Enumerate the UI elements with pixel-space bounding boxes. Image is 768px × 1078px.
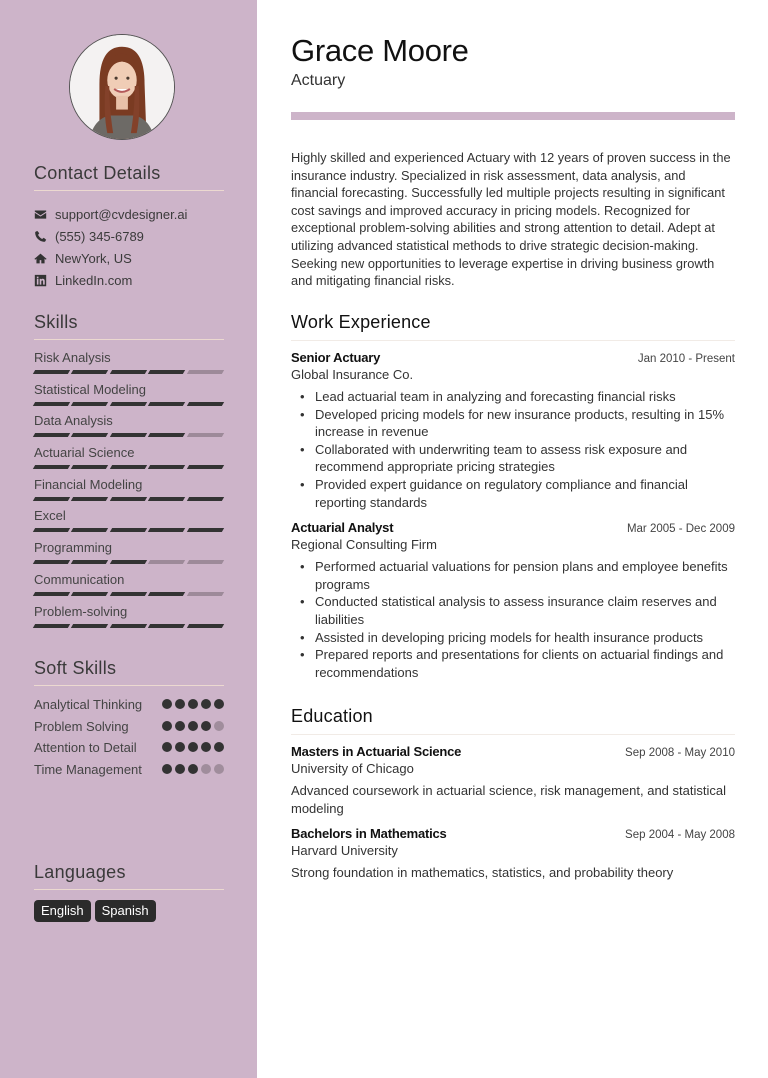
skills-title: Skills [34, 312, 78, 332]
skill-name: Financial Modeling [34, 476, 143, 492]
level-segment-filled [33, 465, 71, 469]
education-description: Advanced coursework in actuarial science, risk management, and statistical modeling [291, 783, 726, 816]
soft-skills-section [34, 658, 224, 778]
soft-skill-name: Time Management [34, 761, 142, 777]
contact-email-text: support@cvdesigner.ai [55, 206, 188, 222]
job-dates: Mar 2005 - Dec 2009 [626, 523, 735, 536]
skill-name: Actuarial Science [34, 445, 135, 461]
languages-list [34, 900, 224, 922]
skill-level-bar [34, 560, 224, 564]
skill-level-bar [34, 402, 224, 406]
entry-header [291, 826, 735, 841]
level-segment-filled [71, 497, 109, 501]
job-bullet: • Assisted in developing pricing models for health insurance products [315, 629, 735, 647]
degree-title: Bachelors in Mathematics [291, 826, 447, 842]
skill-level-bar [34, 433, 224, 437]
profile-photo [69, 34, 175, 140]
soft-skill-rating [162, 718, 224, 736]
level-segment-empty [148, 560, 186, 564]
languages-section [34, 862, 224, 922]
company-name: Global Insurance Co. [291, 367, 414, 382]
skills-list [34, 349, 224, 634]
contact-email[interactable] [34, 203, 224, 225]
rating-dot-filled [175, 764, 185, 774]
level-segment-filled [148, 370, 186, 374]
skill-name: Risk Analysis [34, 350, 111, 365]
skill-name: Excel [34, 508, 66, 524]
phone-icon [34, 230, 47, 243]
level-segment-filled [33, 624, 71, 628]
level-segment-filled [33, 528, 71, 532]
rating-dot-filled [162, 742, 172, 752]
level-segment-filled [186, 624, 224, 628]
education-title: Education [291, 706, 373, 726]
soft-skill-item [34, 739, 224, 757]
language-badge: English [34, 900, 91, 922]
soft-skill-name: Attention to Detail [34, 740, 137, 755]
level-segment-filled [110, 624, 148, 628]
contact-title: Contact Details [34, 163, 161, 183]
school-name: Harvard University [291, 843, 398, 859]
work-title: Work Experience [291, 312, 431, 332]
job-dates: Jan 2010 - Present [637, 353, 735, 365]
home-icon [34, 252, 47, 265]
level-segment-filled [71, 560, 109, 564]
soft-skill-rating [162, 696, 224, 714]
level-segment-filled [148, 402, 186, 406]
level-segment-filled [148, 465, 186, 469]
skill-item [34, 507, 224, 539]
rating-dot-filled [175, 742, 185, 752]
skill-level-bar [34, 370, 224, 374]
entry-header [291, 350, 735, 365]
level-segment-filled [110, 465, 148, 469]
linkedin-icon [34, 274, 47, 287]
job-bullets [291, 388, 735, 511]
school-name: University of Chicago [291, 761, 414, 776]
level-segment-filled [33, 560, 71, 564]
contact-linkedin-text: LinkedIn.com [55, 272, 133, 288]
rating-dot-filled [175, 699, 185, 709]
education-entry [291, 826, 735, 882]
level-segment-filled [110, 433, 148, 437]
skill-name: Programming [34, 540, 113, 556]
candidate-name: Grace Moore [291, 33, 469, 68]
divider [291, 734, 735, 735]
rating-dot-filled [162, 699, 172, 709]
job-bullet: • Provided expert guidance on regulatory compliance and financial reporting standards [315, 476, 735, 511]
skill-name: Data Analysis [34, 413, 113, 429]
level-segment-filled [148, 528, 186, 532]
level-segment-filled [33, 497, 71, 501]
summary-text: Highly skilled and experienced Actuary with 12 years of proven success in the insurance industry. Specialized in risk assessment, data analysis, and financial forecasting. Successfully led multiple projects resulting in significant cost savings and improved accuracy in pricing models. Recognized for exceptional problem-solving abilities and strong attention to detail. Adept at utilizing advanced statistical methods to drive strategic decision-making. Seeking new opportunities to leverage expertise in driving business growth and mitigating financial risks. [291, 150, 731, 289]
contact-phone[interactable] [34, 225, 224, 247]
rating-dot-filled [214, 699, 224, 709]
rating-dot-filled [201, 742, 211, 752]
job-title: Senior Actuary [291, 350, 381, 365]
level-segment-filled [186, 528, 224, 532]
level-segment-filled [148, 624, 186, 628]
contact-location [34, 247, 224, 269]
skill-item [34, 412, 224, 444]
level-segment-filled [148, 433, 186, 437]
divider [34, 339, 224, 340]
job-bullet: • Prepared reports and presentations for clients on actuarial findings and recommendations [315, 646, 735, 681]
education-list [291, 744, 735, 882]
skill-item [34, 539, 224, 571]
skill-item [34, 571, 224, 603]
education-section [291, 706, 735, 882]
level-segment-filled [110, 402, 148, 406]
skill-item [34, 444, 224, 476]
rating-dot-empty [214, 764, 224, 774]
language-badge: Spanish [95, 900, 156, 922]
level-segment-filled [186, 465, 224, 469]
job-bullet: • Collaborated with underwriting team to assess risk exposure and recommend appropriate pricing strategies [315, 441, 735, 476]
degree-title: Masters in Actuarial Science [291, 744, 462, 759]
soft-skill-rating [162, 761, 224, 779]
level-segment-filled [71, 528, 109, 532]
work-experience-section [291, 312, 735, 681]
skill-name: Problem-solving [34, 603, 128, 619]
education-dates: Sep 2008 - May 2010 [625, 747, 735, 759]
soft-skill-name: Problem Solving [34, 718, 129, 734]
skill-level-bar [34, 592, 224, 596]
level-segment-filled [71, 465, 109, 469]
job-bullet: • Conducted statistical analysis to assess insurance claim reserves and liabilities [315, 593, 735, 628]
rating-dot-filled [188, 764, 198, 774]
rating-dot-filled [201, 699, 211, 709]
level-segment-filled [71, 433, 109, 437]
level-segment-filled [186, 497, 224, 501]
job-bullet: • Performed actuarial valuations for pension plans and employee benefits programs [315, 558, 735, 593]
level-segment-filled [71, 402, 109, 406]
job-bullet: • Lead actuarial team in analyzing and forecasting financial risks [315, 388, 735, 406]
company-name: Regional Consulting Firm [291, 537, 437, 553]
contact-location-text: NewYork, US [55, 250, 132, 266]
rating-dot-empty [201, 764, 211, 774]
rating-dot-filled [188, 721, 198, 731]
divider [34, 190, 224, 191]
rating-dot-filled [188, 742, 198, 752]
level-segment-filled [33, 433, 71, 437]
main-content [257, 0, 768, 1078]
education-dates: Sep 2004 - May 2008 [625, 829, 735, 842]
rating-dot-filled [201, 721, 211, 731]
entry-header [291, 520, 735, 535]
work-list [291, 350, 735, 681]
work-entry [291, 520, 735, 681]
level-segment-filled [186, 402, 224, 406]
soft-skills-title: Soft Skills [34, 658, 117, 678]
rating-dot-filled [175, 721, 185, 731]
level-segment-filled [33, 402, 71, 406]
skill-level-bar [34, 624, 224, 628]
level-segment-filled [71, 624, 109, 628]
job-bullet: • Developed pricing models for new insurance products, resulting in 15% increase in revenue [315, 406, 735, 441]
contact-linkedin[interactable] [34, 269, 224, 291]
contact-phone-text: (555) 345-6789 [55, 228, 144, 244]
skill-item [34, 381, 224, 413]
soft-skill-rating [162, 739, 224, 757]
rating-dot-filled [214, 742, 224, 752]
envelope-icon [34, 208, 47, 221]
level-segment-filled [110, 497, 148, 501]
soft-skill-item [34, 696, 224, 714]
job-title: Actuarial Analyst [291, 520, 394, 536]
work-entry [291, 350, 735, 511]
level-segment-filled [33, 370, 71, 374]
candidate-role: Actuary [291, 72, 346, 89]
level-segment-empty [186, 433, 224, 437]
soft-skills-list [34, 696, 224, 778]
job-bullets [291, 558, 735, 681]
level-segment-filled [110, 592, 148, 596]
accent-bar [291, 112, 735, 120]
soft-skill-name: Analytical Thinking [34, 697, 143, 712]
soft-skill-item [34, 761, 224, 779]
skill-name: Communication [34, 571, 125, 587]
skill-item [34, 349, 224, 381]
rating-dot-filled [188, 699, 198, 709]
divider [291, 340, 735, 341]
skill-item [34, 476, 224, 508]
level-segment-empty [186, 560, 224, 564]
skill-item [34, 603, 224, 635]
level-segment-filled [33, 592, 71, 596]
portrait-image [70, 35, 174, 139]
level-segment-filled [110, 370, 148, 374]
divider [34, 889, 224, 890]
level-segment-filled [71, 370, 109, 374]
level-segment-filled [110, 528, 148, 532]
level-segment-filled [148, 592, 186, 596]
entry-header [291, 744, 735, 759]
level-segment-filled [71, 592, 109, 596]
skill-level-bar [34, 465, 224, 469]
level-segment-filled [148, 497, 186, 501]
soft-skill-item [34, 718, 224, 736]
skills-section [34, 312, 224, 634]
sidebar [0, 0, 257, 1078]
skill-name: Statistical Modeling [34, 381, 146, 397]
contact-section [34, 163, 224, 291]
level-segment-empty [186, 370, 224, 374]
rating-dot-filled [162, 721, 172, 731]
languages-title: Languages [34, 862, 126, 882]
rating-dot-empty [214, 721, 224, 731]
skill-level-bar [34, 528, 224, 532]
level-segment-empty [186, 592, 224, 596]
skill-level-bar [34, 497, 224, 501]
level-segment-filled [110, 560, 148, 564]
divider [34, 685, 224, 686]
education-entry [291, 744, 735, 817]
rating-dot-filled [162, 764, 172, 774]
education-description: Strong foundation in mathematics, statistics, and probability theory [291, 865, 674, 881]
